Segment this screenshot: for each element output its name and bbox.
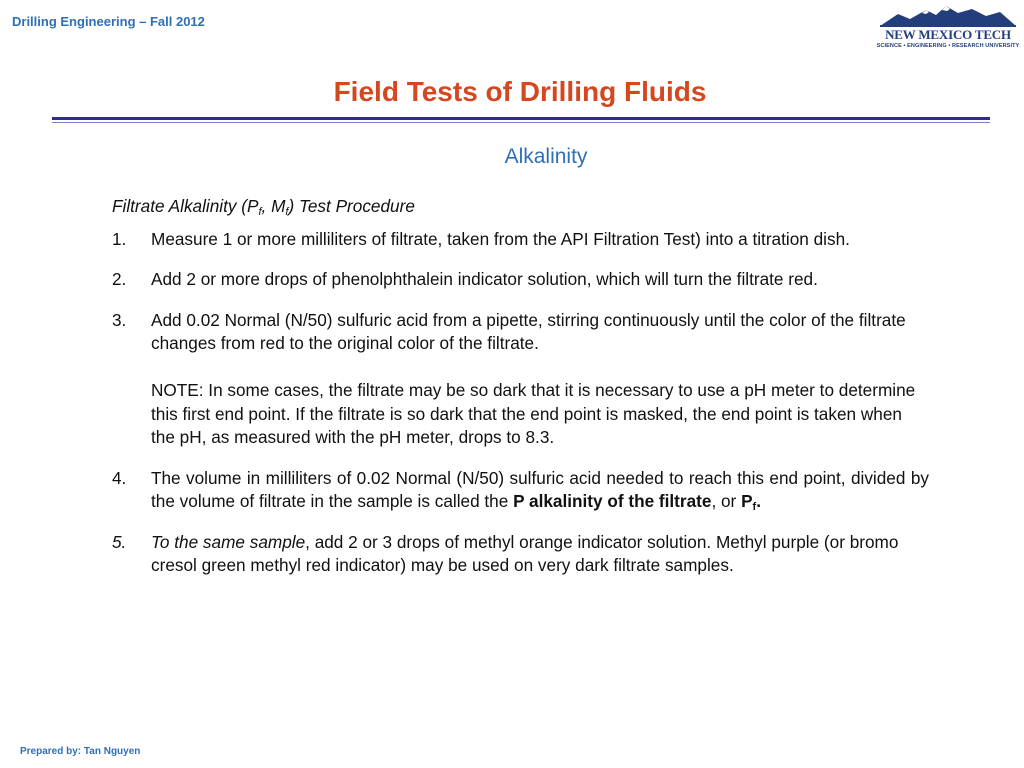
list-item: [112, 268, 929, 292]
step-text: Measure 1 or more milliliters of filtrate, taken from the API Filtration Test) into a titration dish.: [151, 228, 850, 249]
step-text: Add 0.02 Normal (N/50) sulfuric acid from a pipette, stirring continuously until the color of the filtrate changes from red to the original color of the filtrate.: [151, 309, 906, 353]
mountain-logo-icon: [876, 4, 1020, 28]
p-alkalinity-term: P alkalinity of the filtrate: [513, 491, 712, 511]
step-text: Add 2 or more drops of phenolphthalein indicator solution, which will turn the filtrate red.: [151, 269, 818, 289]
title-divider: [52, 117, 990, 120]
procedure-content: [112, 195, 929, 595]
procedure-steps: [112, 228, 929, 578]
pf-symbol: $P_f$.: [741, 491, 761, 513]
step-number: 4.: [112, 467, 127, 488]
step-number: 2.: [112, 269, 127, 289]
list-item: 4. The volume in milliliters of 0.02 Normal (N/50) sulfuric acid needed to reach this end point, divided by the volume of filtrate in the sample is called the P alkalinity of the filtrate, or $P_f$.: [112, 467, 929, 513]
slide-title: Field Tests of Drilling Fluids: [333, 76, 707, 107]
prepared-by: Prepared by: Tan Nguyen: [20, 746, 141, 757]
step-number: 3.: [112, 309, 127, 330]
university-logo: [876, 4, 1020, 54]
logo-name: NEW MEXICO TECH: [885, 27, 1011, 42]
course-label: Drilling Engineering – Fall 2012: [12, 14, 205, 29]
step-note: NOTE: In some cases, the filtrate may be so dark that it is necessary to use a pH meter to determine this first end point. If the filtrate is so dark that the end point is masked, the end point is taken when the pH, as measured with the pH meter, drops to 8.3.: [151, 380, 916, 447]
list-item: [112, 309, 929, 450]
list-item: [112, 228, 929, 252]
step-emphasis: To the same sample: [151, 531, 306, 552]
step-text: The volume in milliliters of 0.02 Normal (N/50) sulfuric acid needed to reach this end point, divided by the volume of filtrate in the sample is called the: [151, 467, 929, 511]
title-divider-thin: [52, 122, 990, 123]
step-number: 5.: [112, 531, 127, 552]
list-item: [112, 531, 929, 578]
slide-subtitle: Alkalinity: [504, 145, 588, 168]
logo-tagline: SCIENCE • ENGINEERING • RESEARCH UNIVERSITY: [876, 43, 1020, 49]
step-number: 1.: [112, 228, 127, 249]
step-text: , add 2 or 3 drops of methyl orange indicator solution. Methyl purple (or bromo cresol green methyl red indicator) may be used on very dark filtrate samples.: [151, 531, 899, 575]
procedure-heading: Filtrate Alkalinity ($P_f$, $M_f$) Test Procedure: [112, 196, 415, 218]
